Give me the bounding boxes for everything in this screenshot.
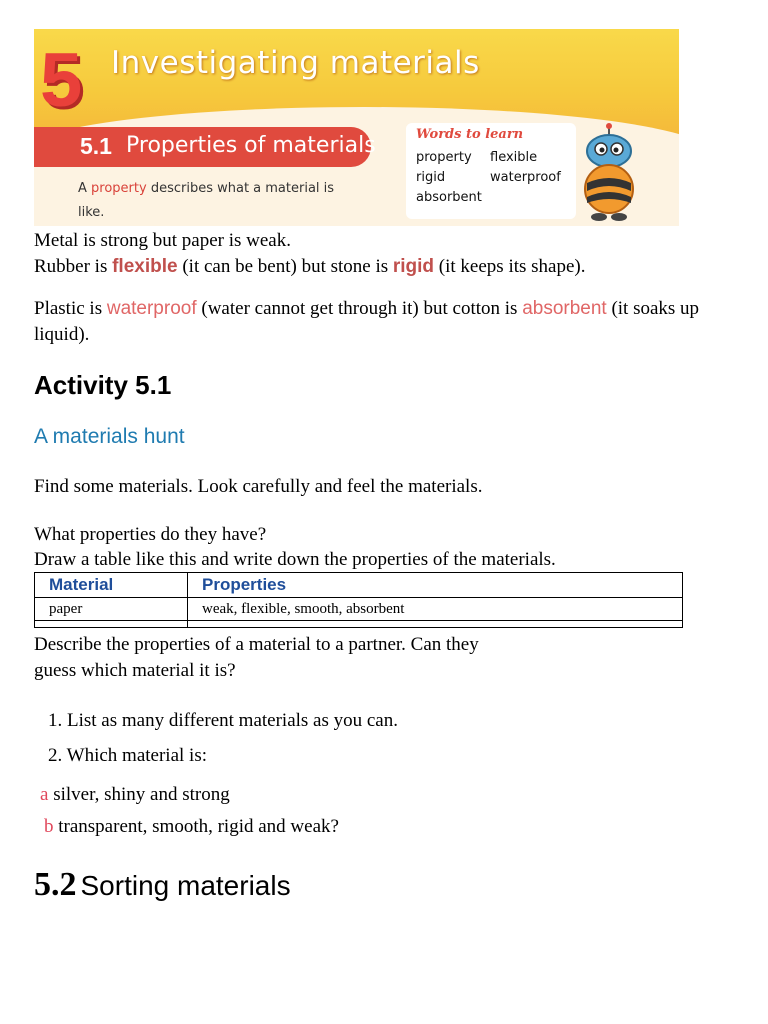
table-header-material: Material [35, 573, 188, 598]
words-to-learn-box [406, 123, 576, 219]
next-section-heading [34, 866, 291, 904]
next-section-number: 5.2 [34, 866, 77, 903]
word-rigid: rigid [416, 170, 446, 185]
chapter-number: 5 [40, 38, 83, 123]
option-a-text: silver, shiny and strong [53, 784, 230, 805]
properties-table [34, 572, 683, 628]
line3-a: Plastic is [34, 298, 107, 319]
word-property: property [416, 150, 472, 165]
line2-c: (it keeps its shape). [434, 256, 586, 277]
line3-c: (it soaks up liquid). [34, 298, 700, 345]
robot-mascot-illustration [569, 123, 649, 223]
word-waterproof: waterproof [490, 170, 561, 185]
table-row [35, 598, 683, 621]
question-1: 1. List as many different materials as you can. [48, 710, 398, 731]
activity-subtitle: A materials hunt [34, 425, 185, 448]
chapter-banner [34, 29, 679, 226]
table-header-row [35, 573, 683, 598]
option-a-letter: a [40, 784, 49, 805]
keyword-flexible: flexible [112, 256, 178, 277]
option-a [40, 783, 230, 807]
intro-text [78, 177, 358, 225]
table-cell-material: paper [35, 598, 188, 621]
table-row-empty [35, 621, 683, 628]
line2-a: Rubber is [34, 256, 113, 277]
table-cell-empty [35, 621, 188, 628]
table-header-properties: Properties [188, 573, 683, 598]
option-b [44, 815, 339, 839]
activity-title: Activity 5.1 [34, 370, 172, 400]
words-to-learn-title: Words to learn [416, 127, 524, 142]
next-section-title: Sorting materials [80, 870, 291, 901]
word-flexible: flexible [490, 150, 538, 165]
line2-b: (it can be bent) but stone is [177, 256, 393, 277]
question-2: 2. Which material is: [48, 745, 207, 766]
body-line-rubber [34, 254, 585, 280]
intro-suffix: describes what a material is like. [78, 181, 335, 220]
section-title: Properties of materials [126, 133, 376, 158]
table-cell-empty [188, 621, 683, 628]
activity-instruction-properties: What properties do they have? [34, 524, 267, 545]
option-b-letter: b [44, 816, 54, 837]
activity-describe-text: Describe the properties of a material to a partner. Can they guess which material it is? [34, 634, 479, 681]
keyword-waterproof: waterproof [106, 298, 197, 319]
intro-prefix: A [78, 181, 92, 196]
keyword-rigid: rigid [392, 256, 435, 277]
section-number: 5.1 [80, 133, 112, 159]
option-b-text: transparent, smooth, rigid and weak? [58, 816, 339, 837]
body-line-metal: Metal is strong but paper is weak. [34, 230, 291, 251]
activity-instruction-table: Draw a table like this and write down the properties of the materials. [34, 549, 556, 570]
chapter-title: Investigating materials [111, 45, 480, 81]
word-absorbent: absorbent [416, 190, 482, 205]
keyword-absorbent: absorbent [522, 298, 607, 319]
activity-instruction-find: Find some materials. Look carefully and feel the materials. [34, 476, 483, 497]
intro-keyword: property [91, 181, 147, 196]
body-line-plastic [34, 296, 714, 348]
line3-b: (water cannot get through it) but cotton is [196, 298, 523, 319]
table-cell-properties: weak, flexible, smooth, absorbent [188, 598, 683, 621]
